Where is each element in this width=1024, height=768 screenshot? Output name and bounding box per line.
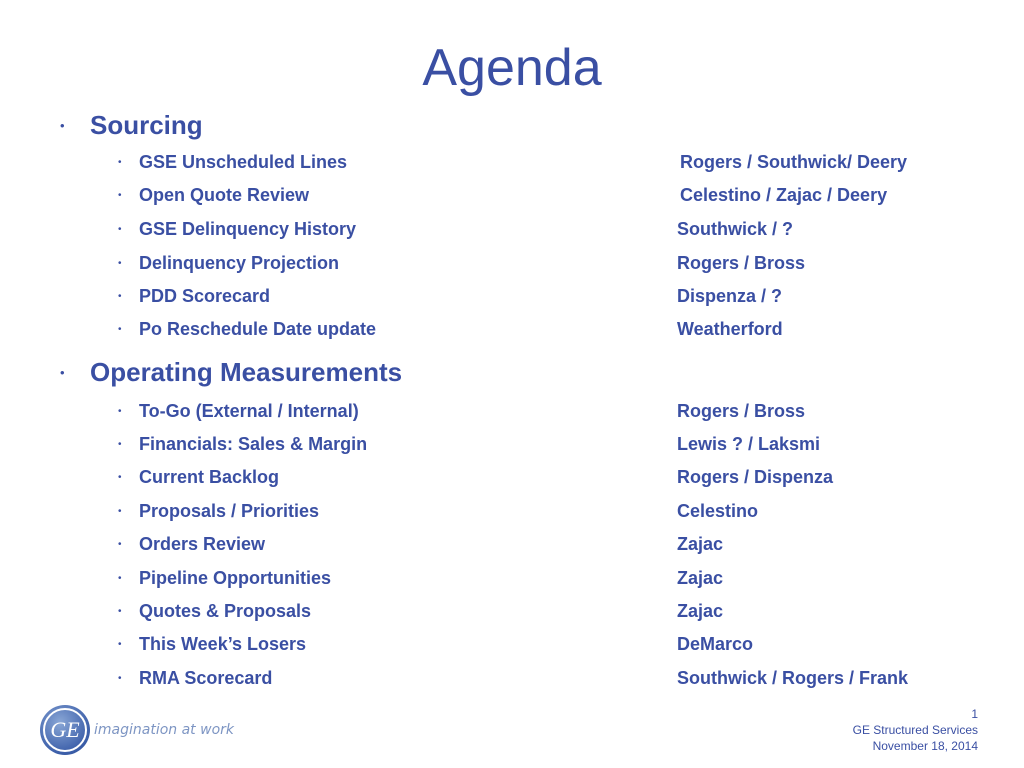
bullet-icon: •	[118, 605, 122, 617]
item-owner: Dispenza / ?	[677, 285, 783, 306]
section-sourcing	[60, 110, 203, 140]
item-owner: Rogers / Bross	[677, 252, 806, 273]
item-owner: Lewis ? / Laksmi	[677, 433, 821, 454]
bullet-icon: •	[60, 117, 65, 133]
bullet-icon: •	[118, 323, 122, 335]
section-label: Operating Measurements	[90, 356, 403, 387]
bullet-icon: •	[118, 672, 122, 684]
agenda-item	[118, 318, 998, 340]
bullet-icon: •	[118, 405, 122, 417]
agenda-item	[118, 567, 998, 589]
page-number: 1	[971, 707, 978, 721]
bullet-icon: •	[118, 156, 122, 168]
item-name: RMA Scorecard	[139, 667, 273, 688]
item-name: PDD Scorecard	[139, 285, 271, 306]
bullet-icon: •	[60, 364, 65, 380]
tagline: imagination at work	[94, 722, 234, 738]
bullet-icon: •	[118, 638, 122, 650]
item-owner: Rogers / Southwick/ Deery	[680, 151, 908, 172]
bullet-icon: •	[118, 471, 122, 483]
bullet-icon: •	[118, 538, 122, 550]
item-owner: Zajac	[677, 600, 724, 621]
item-name: Proposals / Priorities	[139, 500, 320, 521]
bullet-icon: •	[118, 572, 122, 584]
item-owner: Rogers / Dispenza	[677, 466, 834, 487]
bullet-icon: •	[118, 505, 122, 517]
section-operating-measurements	[60, 357, 402, 387]
agenda-item	[118, 633, 998, 655]
bullet-icon: •	[118, 223, 122, 235]
agenda-item	[118, 600, 998, 622]
footer-company: GE Structured Services	[852, 723, 978, 737]
item-name: Pipeline Opportunities	[139, 567, 332, 588]
ge-logo-icon	[40, 705, 90, 755]
agenda-item	[118, 466, 998, 488]
agenda-item	[118, 252, 998, 274]
bullet-icon: •	[118, 257, 122, 269]
agenda-item	[118, 533, 998, 555]
item-name: GSE Unscheduled Lines	[139, 151, 348, 172]
agenda-item	[118, 433, 998, 455]
agenda-item	[118, 285, 998, 307]
agenda-item	[118, 667, 998, 689]
bullet-icon: •	[118, 290, 122, 302]
item-name: To-Go (External / Internal)	[139, 400, 359, 421]
agenda-item	[118, 400, 998, 422]
slide-title: Agenda	[422, 39, 602, 97]
item-owner: Rogers / Bross	[677, 400, 806, 421]
ge-monogram-icon	[40, 705, 90, 755]
item-owner: Southwick / ?	[677, 218, 794, 239]
item-owner: DeMarco	[677, 633, 754, 654]
agenda-item	[118, 500, 998, 522]
item-name: GSE Delinquency History	[139, 218, 357, 239]
item-name: Financials: Sales & Margin	[139, 433, 368, 454]
agenda-item	[118, 184, 998, 206]
item-owner: Zajac	[677, 533, 724, 554]
item-name: Orders Review	[139, 533, 266, 554]
item-name: Po Reschedule Date update	[139, 318, 377, 339]
item-name: Current Backlog	[139, 466, 280, 487]
item-owner: Southwick / Rogers / Frank	[677, 667, 909, 688]
item-owner: Celestino / Zajac / Deery	[680, 184, 888, 205]
item-name: This Week’s Losers	[139, 633, 307, 654]
agenda-item	[118, 218, 998, 240]
item-owner: Zajac	[677, 567, 724, 588]
item-name: Delinquency Projection	[139, 252, 340, 273]
section-label: Sourcing	[90, 109, 203, 140]
bullet-icon: •	[118, 438, 122, 450]
item-owner: Weatherford	[677, 318, 783, 339]
item-name: Open Quote Review	[139, 184, 310, 205]
agenda-item	[118, 151, 998, 173]
svg-text:GE: GE	[50, 717, 80, 742]
bullet-icon: •	[118, 189, 122, 201]
footer-date: November 18, 2014	[872, 739, 978, 753]
slide-footer	[853, 706, 978, 754]
item-owner: Celestino	[677, 500, 759, 521]
item-name: Quotes & Proposals	[139, 600, 312, 621]
